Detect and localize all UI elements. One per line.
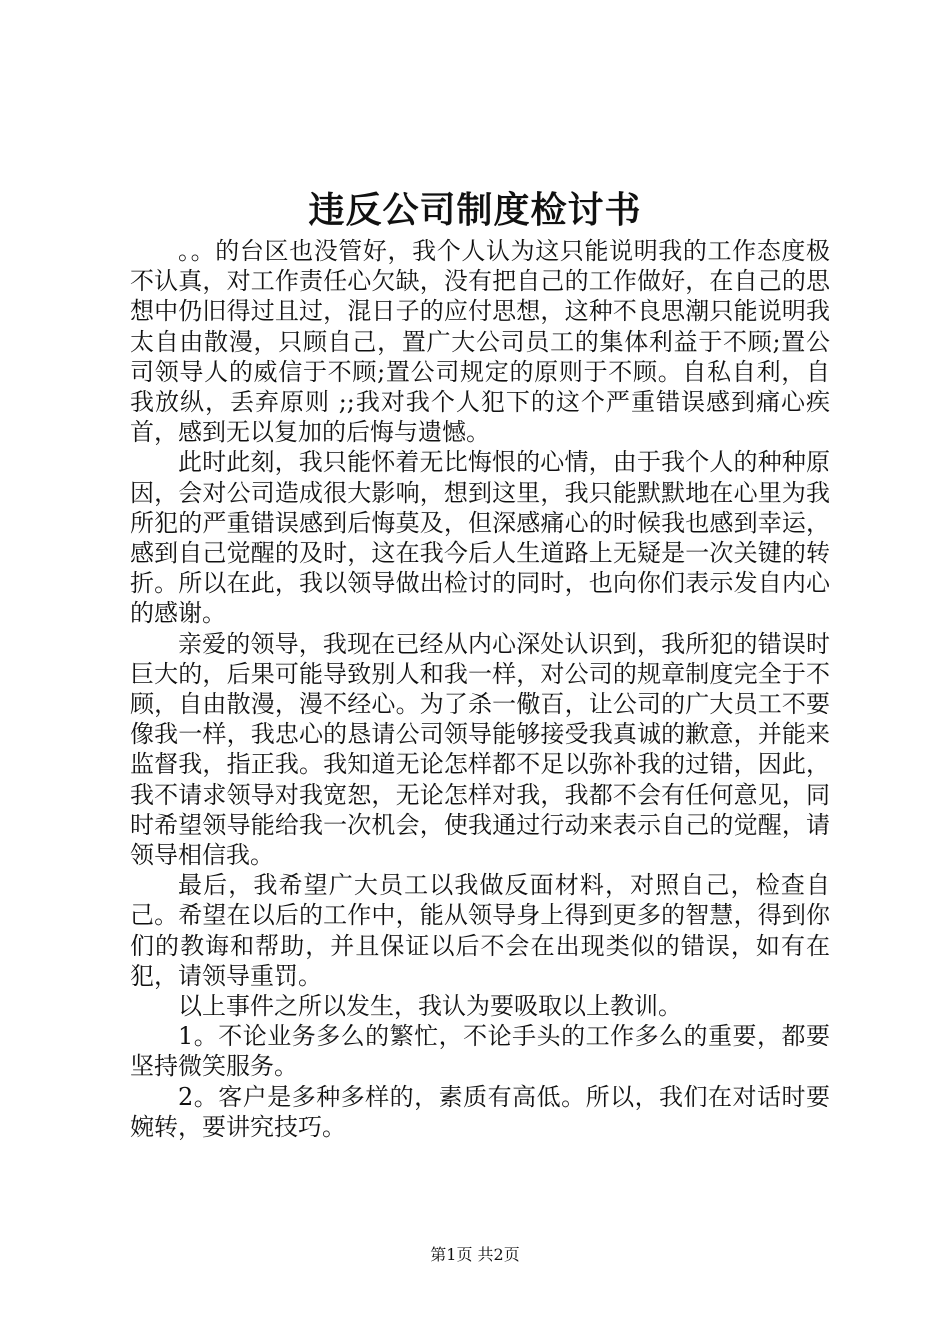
paragraph-2: 此时此刻，我只能怀着无比悔恨的心情，由于我个人的种种原因，会对公司造成很大影响，想到这里，我只能默默地在心里为我所犯的严重错误感到后悔莫及，但深感痛心的时候我也感到幸运，感到自己觉醒的及时，这在我今后人生道路上无疑是一次关键的转折。所以在此，我以领导做出检讨的同时，也向你们表示发自内心的感谢。 [130, 448, 830, 628]
paragraph-5: 以上事件之所以发生，我认为要吸取以上教训。 [178, 992, 682, 1021]
page-number-footer: 第1页 共2页 [430, 1245, 520, 1264]
list-item-2: 2。客户是多种多样的，素质有高低。所以，我们在对话时要婉转，要讲究技巧。 [130, 1082, 830, 1141]
list-item-1: 1。不论业务多么的繁忙，不论手头的工作多么的重要，都要坚持微笑服务。 [130, 1022, 830, 1081]
paragraph-4: 最后，我希望广大员工以我做反面材料，对照自己，检查自己。希望在以后的工作中，能从领导身上得到更多的智慧，得到你们的教诲和帮助，并且保证以后不会在出现类似的错误，如有在犯，请领导重罚。 [130, 871, 830, 990]
paragraph-3: 亲爱的领导，我现在已经从内心深处认识到，我所犯的错误时巨大的，后果可能导致别人和我一样，对公司的规章制度完全于不顾，自由散漫，漫不经心。为了杀一儆百，让公司的广大员工不要像我一样，我忠心的恳请公司领导能够接受我真诚的歉意，并能来监督我，指正我。我知道无论怎样都不足以弥补我的过错，因此，我不请求领导对我宽恕，无论怎样对我，我都不会有任何意见，同时希望领导能给我一次机会，使我通过行动来表示自己的觉醒，请领导相信我。 [130, 629, 830, 870]
document-body [130, 236, 830, 1142]
document-title: 违反公司制度检讨书 [308, 189, 642, 231]
paragraph-1: 。。的台区也没管好，我个人认为这只能说明我的工作态度极不认真，对工作责任心欠缺，没有把自己的工作做好，在自己的思想中仍旧得过且过，混日子的应付思想，这种不良思潮只能说明我太自由散漫，只顾自己，置广大公司员工的集体利益于不顾;置公司领导人的威信于不顾;置公司规定的原则于不顾。自私自利，自我放纵，丢弃原则 ;;我对我个人犯下的这个严重错误感到痛心疾首，感到无以复加的后悔与遗憾。 [130, 237, 830, 447]
